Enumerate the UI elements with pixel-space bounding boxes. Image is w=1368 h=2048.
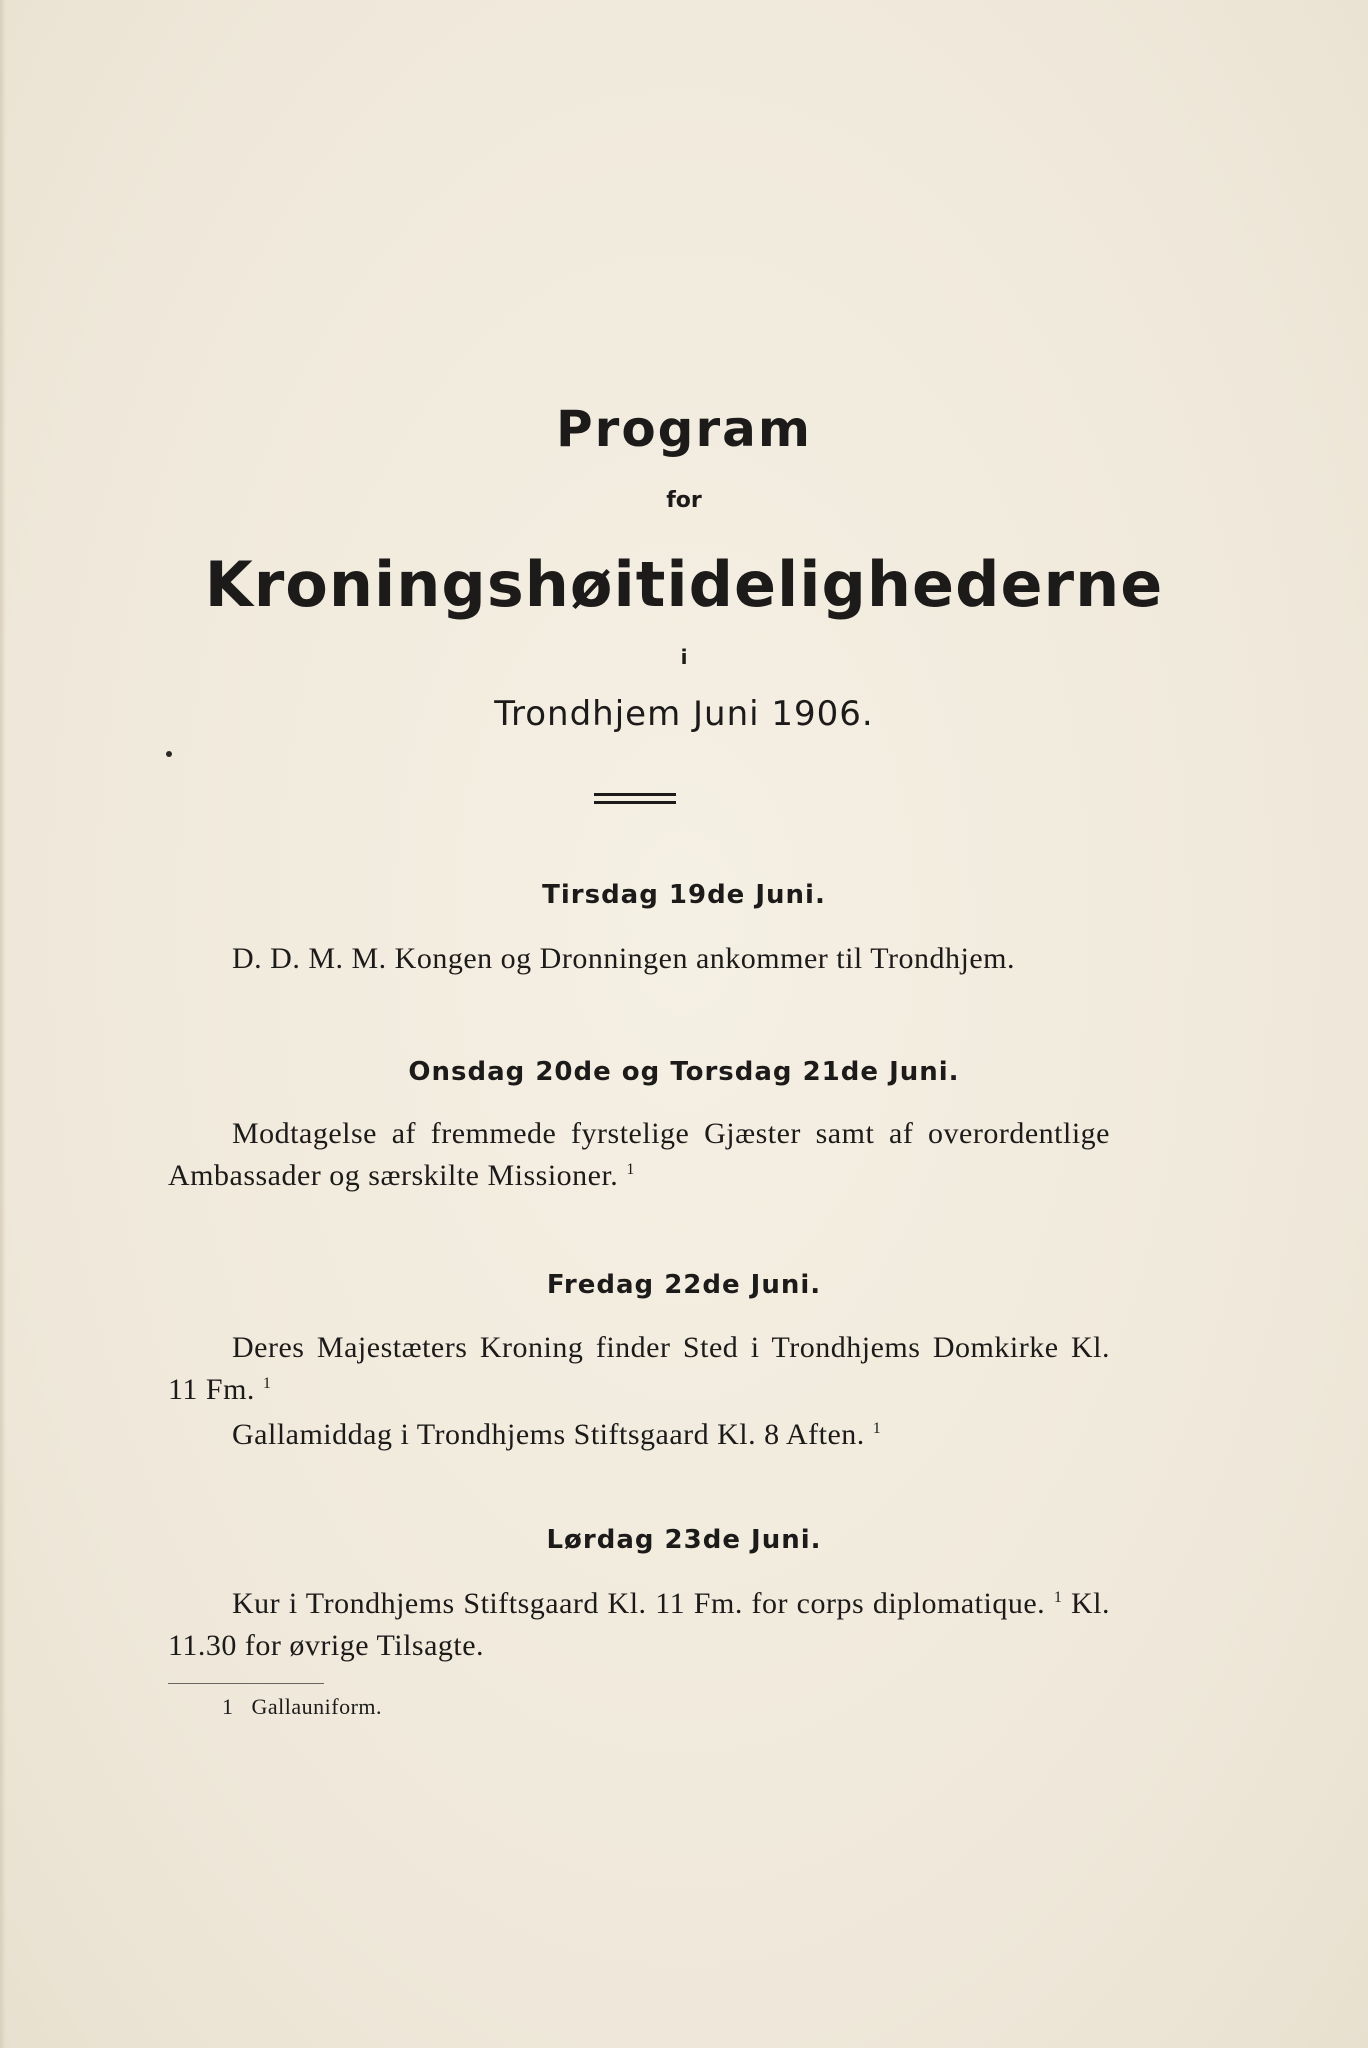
paragraph-text-continued: Kl. 11.30 for øvrige Tilsagte. <box>168 1587 1111 1662</box>
double-rule-top <box>594 793 676 796</box>
paragraph-friday-gala <box>168 1414 1110 1456</box>
ink-speck <box>166 751 172 757</box>
paragraph-tuesday <box>232 938 1112 980</box>
day-heading-tuesday: Tirsdag 19de Juni. <box>542 880 826 910</box>
paragraph-wednesday-thursday <box>168 1113 1110 1197</box>
footnote-reference: 1 <box>262 1375 272 1392</box>
paragraph-saturday <box>168 1583 1110 1667</box>
footnote-rule <box>168 1683 324 1684</box>
footnote <box>222 1694 382 1720</box>
paragraph-text: Gallamiddag i Trondhjems Stiftsgaard Kl. 8 Aften. <box>232 1418 865 1451</box>
footnote-text: Gallauniform. <box>251 1694 383 1719</box>
place-and-date: Trondhjem Juni 1906. <box>494 694 874 734</box>
day-heading-friday: Fredag 22de Juni. <box>546 1270 822 1300</box>
double-rule-bottom <box>594 801 676 804</box>
day-heading-wednesday-thursday: Onsdag 20de og Torsdag 21de Juni. <box>408 1057 960 1087</box>
paragraph-text: D. D. M. M. Kongen og Dronningen ankommer til Trondhjem. <box>232 942 1015 975</box>
footnote-reference: 1 <box>626 1161 635 1178</box>
paragraph-text: Modtagelse af fremmede fyrstelige Gjæster samt af overordentlige Ambassader og særskilte Missioner. <box>168 1117 1110 1192</box>
page-title: Program <box>556 400 812 458</box>
day-heading-saturday: Lørdag 23de Juni. <box>546 1525 822 1555</box>
footnote-reference: 1 <box>872 1420 882 1437</box>
paragraph-text: Deres Majestæters Kroning finder Sted i Trondhjems Domkirke Kl. 11 Fm. <box>168 1331 1110 1406</box>
paragraph-text: Kur i Trondhjems Stiftsgaard Kl. 11 Fm. for corps diplomatique. <box>232 1587 1046 1620</box>
footnote-reference: 1 <box>1053 1589 1063 1606</box>
paragraph-friday-coronation <box>168 1327 1110 1411</box>
page-subtitle: Kroningshøitidelighederne <box>204 548 1164 621</box>
title-connector: for <box>666 488 702 513</box>
subtitle-connector: i <box>680 645 688 669</box>
footnote-mark: 1 <box>222 1694 234 1719</box>
